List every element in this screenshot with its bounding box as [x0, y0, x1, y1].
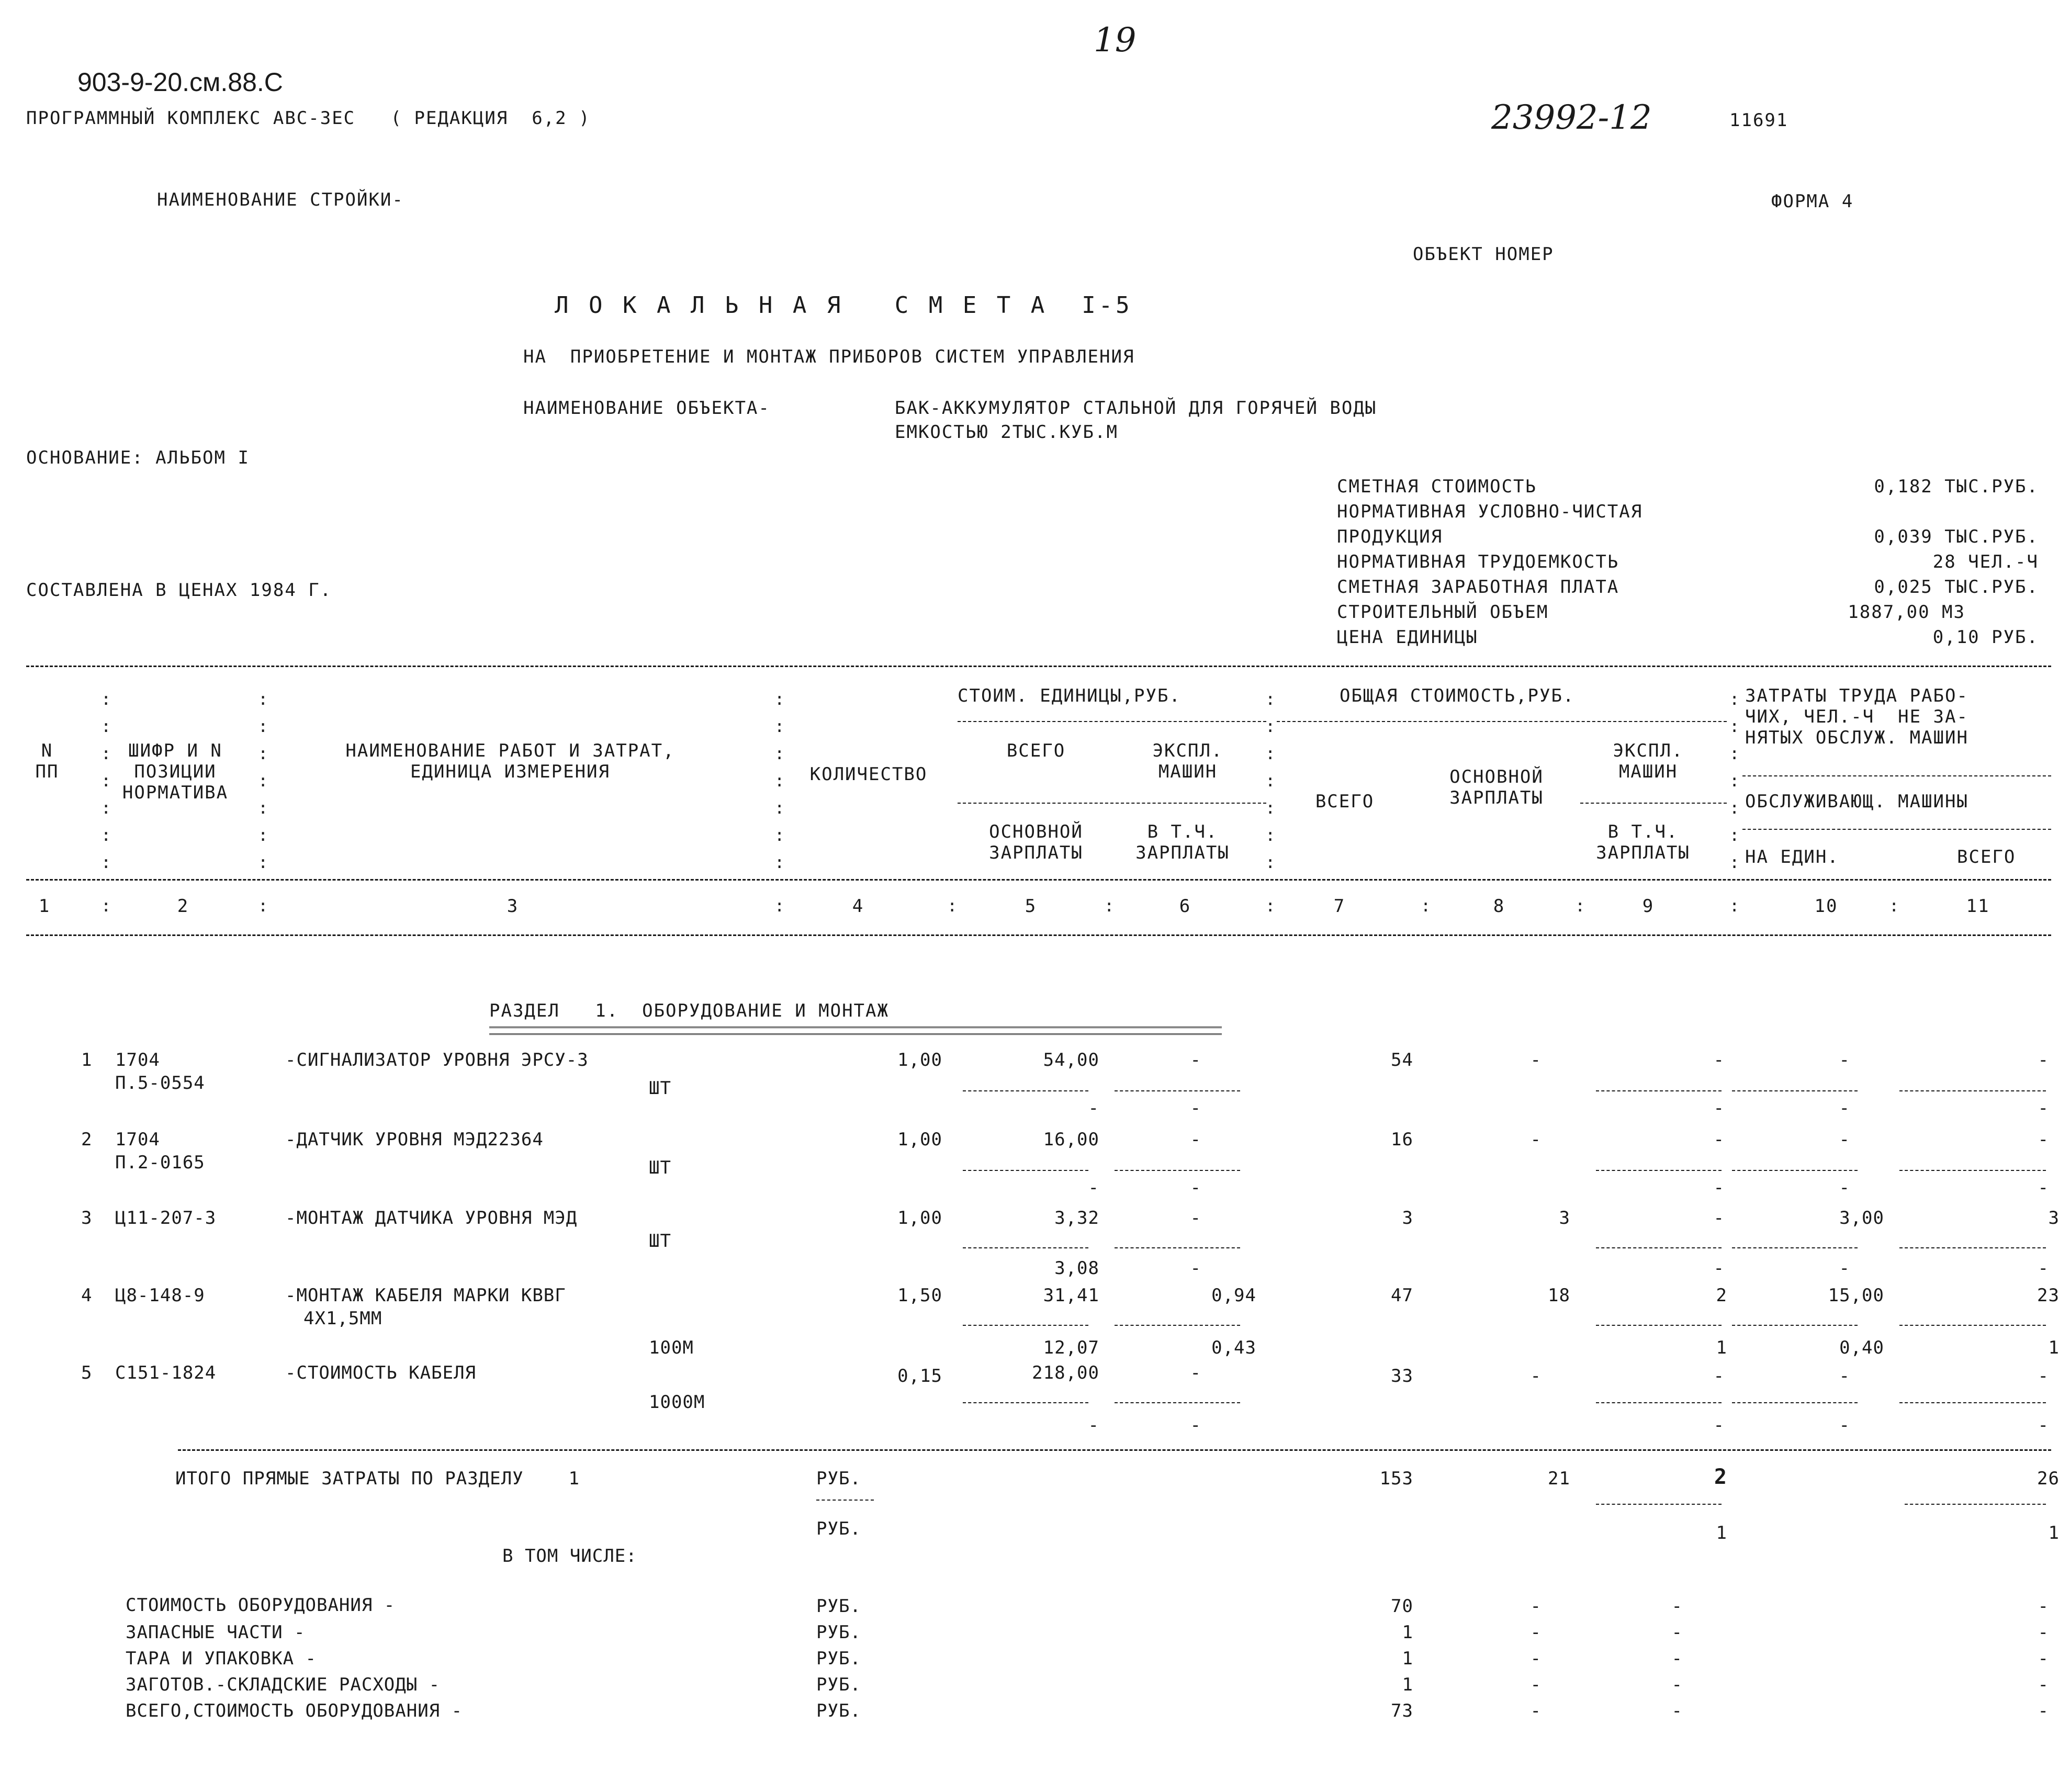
header-vsego: ВСЕГО	[1006, 740, 1066, 761]
breakdown-c8: -	[1530, 1700, 1542, 1721]
itogo-c7: 153	[1379, 1468, 1413, 1489]
row-c9b: -	[1713, 1098, 1725, 1119]
row-c9-rule	[1596, 1247, 1722, 1248]
row-qty: 1,00	[897, 1208, 942, 1229]
summary-value: 0,182 ТЫС.РУБ.	[1874, 476, 2039, 497]
header-rule	[958, 803, 1266, 804]
row-c6-rule	[1115, 1170, 1240, 1171]
header-rule	[1277, 721, 1727, 722]
breakdown-c11: -	[2038, 1596, 2049, 1617]
row-code-2: П.5-0554	[115, 1073, 205, 1094]
breakdown-c11: -	[2038, 1648, 2049, 1669]
breakdown-c8: -	[1530, 1648, 1542, 1669]
breakdown-c9: -	[1671, 1674, 1683, 1695]
smeta-title: Л О К А Л Ь Н А Я С М Е Т А I-5	[555, 292, 1133, 319]
row-c6b: -	[1190, 1098, 1201, 1119]
header-osn-zarpl2: ОСНОВНОЙ ЗАРПЛАТЫ	[1449, 767, 1544, 808]
itogo-label: ИТОГО ПРЯМЫЕ ЗАТРАТЫ ПО РАЗДЕЛУ 1	[175, 1468, 580, 1489]
column-number: 7	[1333, 896, 1346, 917]
row-c8: -	[1530, 1050, 1542, 1070]
header-zatraty: ЗАТРАТЫ ТРУДА РАБО- ЧИХ, ЧЕЛ.-Ч НЕ ЗА- НЯТЫХ ОБСЛУЖ. МАШИН	[1745, 685, 1968, 748]
row-c10-rule	[1732, 1402, 1858, 1403]
row-c10: -	[1839, 1050, 1850, 1070]
row-c5-rule	[963, 1090, 1088, 1091]
breakdown-c9: -	[1671, 1648, 1683, 1669]
breakdown-c9: -	[1671, 1700, 1683, 1721]
itogo-unit-2: РУБ.	[816, 1518, 861, 1539]
row-c9b: 1	[1716, 1337, 1727, 1358]
row-c6b: -	[1190, 1258, 1201, 1279]
summary-label: НОРМАТИВНАЯ ТРУДОЕМКОСТЬ	[1337, 551, 1619, 572]
column-separators: :	[101, 896, 111, 916]
summary-label: ЦЕНА ЕДИНИЦЫ	[1337, 627, 1478, 648]
stroika-label: НАИМЕНОВАНИЕ СТРОЙКИ-	[157, 189, 404, 210]
row-code: 1704	[115, 1129, 160, 1150]
column-separators: :	[1729, 896, 1740, 916]
row-c9-rule	[1596, 1090, 1722, 1091]
program-line: ПРОГРАММНЫЙ КОМПЛЕКС АВС-3ЕС ( РЕДАКЦИЯ 6,2 )	[26, 108, 591, 129]
row-number: 1	[81, 1050, 93, 1070]
v-tom-chisle: В ТОМ ЧИСЛЕ:	[502, 1546, 637, 1566]
summary-value: 0,10 РУБ.	[1932, 627, 2039, 648]
object-number-label: ОБЪЕКТ НОМЕР	[1413, 244, 1554, 265]
row-name: -МОНТАЖ КАБЕЛЯ МАРКИ КВВГ	[285, 1285, 566, 1306]
header-vtch2: В Т.Ч. ЗАРПЛАТЫ	[1596, 821, 1690, 863]
row-c9-rule	[1596, 1402, 1722, 1403]
column-numbers-rule	[26, 934, 2051, 936]
header-separator: : : : : : : :	[101, 689, 111, 872]
row-c7: 47	[1391, 1285, 1413, 1306]
itogo-c11: 26	[2037, 1468, 2060, 1489]
row-c10: -	[1839, 1129, 1850, 1150]
table-top-rule	[26, 666, 2051, 667]
row-c7: 3	[1402, 1208, 1413, 1229]
header-separator: : : : : : : :	[774, 689, 785, 872]
row-c9: 2	[1716, 1285, 1727, 1306]
breakdown-c8: -	[1530, 1622, 1542, 1643]
header-vsego2: ВСЕГО	[1315, 791, 1375, 812]
row-number: 3	[81, 1208, 93, 1229]
row-c9: -	[1713, 1050, 1725, 1070]
row-code: 1704	[115, 1050, 160, 1070]
breakdown-unit: РУБ.	[816, 1648, 861, 1669]
column-number: 3	[507, 896, 519, 917]
column-number: 8	[1493, 896, 1505, 917]
column-number: 2	[177, 896, 189, 917]
row-c10-rule	[1732, 1247, 1858, 1248]
object-name-line1: БАК-АККУМУЛЯТОР СТАЛЬНОЙ ДЛЯ ГОРЯЧЕЙ ВОДЫ	[895, 398, 1377, 419]
column-number: 1	[38, 896, 51, 917]
itogo-c9-rule	[1596, 1504, 1722, 1505]
row-name: -СТОИМОСТЬ КАБЕЛЯ	[285, 1362, 476, 1383]
summary-value: 0,025 ТЫС.РУБ.	[1874, 577, 2039, 598]
column-number: 4	[852, 896, 864, 917]
column-separators: :	[947, 896, 958, 916]
row-c11: -	[2038, 1050, 2049, 1070]
row-name: -ДАТЧИК УРОВНЯ МЭД22364	[285, 1129, 544, 1150]
row-code-2: П.2-0165	[115, 1152, 205, 1173]
forma-label: ФОРМА 4	[1771, 191, 1854, 212]
breakdown-label: ВСЕГО,СТОИМОСТЬ ОБОРУДОВАНИЯ -	[126, 1700, 463, 1721]
row-qty: 1,00	[897, 1129, 942, 1150]
breakdown-c11: -	[2038, 1674, 2049, 1695]
row-c6: 0,94	[1211, 1285, 1256, 1306]
itogo-c11-rule	[1905, 1504, 2046, 1505]
header-separator: : : : : : : :	[1265, 689, 1276, 872]
row-c10b: -	[1839, 1098, 1850, 1119]
itogo-c8: 21	[1548, 1468, 1570, 1489]
stamp-number: 11691	[1729, 110, 1788, 131]
doc-code: 903-9-20.см.88.С	[77, 67, 283, 97]
object-name-line2: ЕМКОСТЬЮ 2ТЫС.КУБ.М	[895, 422, 1118, 443]
row-c9-rule	[1596, 1325, 1722, 1326]
row-c5b: -	[1088, 1177, 1099, 1198]
itogo-c9b: 1	[1716, 1523, 1727, 1543]
breakdown-label: ТАРА И УПАКОВКА -	[126, 1648, 317, 1669]
breakdown-c7: 1	[1402, 1648, 1413, 1669]
handwritten-number: 23992-12	[1491, 98, 1652, 137]
breakdown-unit: РУБ.	[816, 1700, 861, 1721]
row-c10: 15,00	[1828, 1285, 1884, 1306]
row-c6: -	[1190, 1050, 1201, 1070]
row-code: Ц11-207-3	[115, 1208, 217, 1229]
row-c11b: -	[2038, 1177, 2049, 1198]
row-c11: -	[2038, 1129, 2049, 1150]
itogo-unit: РУБ.	[816, 1468, 861, 1489]
row-c6b: -	[1190, 1415, 1201, 1436]
row-c6-rule	[1115, 1090, 1240, 1091]
breakdown-c9: -	[1671, 1596, 1683, 1617]
breakdown-label: СТОИМОСТЬ ОБОРУДОВАНИЯ -	[126, 1595, 396, 1616]
row-c11-rule	[1899, 1170, 2046, 1171]
row-unit: 1000М	[649, 1392, 705, 1413]
breakdown-unit: РУБ.	[816, 1622, 861, 1643]
row-c9: -	[1713, 1366, 1725, 1387]
row-code: Ц8-148-9	[115, 1285, 205, 1306]
header-rule	[1742, 775, 2051, 776]
column-number: 11	[1966, 896, 1990, 917]
row-c8: 3	[1559, 1208, 1570, 1229]
summary-label: ПРОДУКЦИЯ	[1337, 526, 1443, 547]
header-ekspl: ЭКСПЛ. МАШИН	[1152, 740, 1223, 782]
row-number: 5	[81, 1362, 93, 1383]
header-nn: N ПП	[35, 740, 59, 782]
row-c10: 3,00	[1839, 1208, 1884, 1229]
breakdown-c7: 70	[1391, 1596, 1413, 1617]
section-title: РАЗДЕЛ 1. ОБОРУДОВАНИЕ И МОНТАЖ	[489, 1000, 889, 1021]
breakdown-c8: -	[1530, 1674, 1542, 1695]
header-shifr: ШИФР И N ПОЗИЦИИ НОРМАТИВА	[122, 740, 229, 803]
row-c9: -	[1713, 1208, 1725, 1229]
row-c11-rule	[1899, 1247, 2046, 1248]
row-code: С151-1824	[115, 1362, 217, 1383]
row-c10-rule	[1732, 1170, 1858, 1171]
header-separator: : : : : : : :	[258, 689, 268, 872]
summary-value: 0,039 ТЫС.РУБ.	[1874, 526, 2039, 547]
row-c7: 33	[1391, 1366, 1413, 1387]
row-qty: 1,00	[897, 1050, 942, 1070]
column-separators: :	[1104, 896, 1115, 916]
row-c5b: 12,07	[1043, 1337, 1099, 1358]
breakdown-unit: РУБ.	[816, 1674, 861, 1695]
column-number: 9	[1642, 896, 1655, 917]
column-number: 5	[1025, 896, 1037, 917]
header-rule	[1742, 829, 2051, 830]
header-rule	[1580, 803, 1727, 804]
itogo-unit-rule	[816, 1500, 874, 1501]
row-c5: 3,32	[1054, 1208, 1099, 1229]
row-c10-rule	[1732, 1325, 1858, 1326]
summary-label: СМЕТНАЯ ЗАРАБОТНАЯ ПЛАТА	[1337, 577, 1619, 598]
breakdown-label: ЗАГОТОВ.-СКЛАДСКИЕ РАСХОДЫ -	[126, 1674, 441, 1695]
row-c5: 16,00	[1043, 1129, 1099, 1150]
header-osn-zarpl: ОСНОВНОЙ ЗАРПЛАТЫ	[989, 821, 1083, 863]
column-separators: :	[1575, 896, 1585, 916]
row-c5: 54,00	[1043, 1050, 1099, 1070]
row-c6b: 0,43	[1211, 1337, 1256, 1358]
row-c11-rule	[1899, 1325, 2046, 1326]
header-vtch-zarpl: В Т.Ч. ЗАРПЛАТЫ	[1135, 821, 1230, 863]
itogo-c11b: 1	[2048, 1523, 2060, 1543]
column-separators: :	[1265, 896, 1276, 916]
breakdown-c11: -	[2038, 1700, 2049, 1721]
breakdown-c7: 73	[1391, 1700, 1413, 1721]
row-c5-rule	[963, 1402, 1088, 1403]
breakdown-unit: РУБ.	[816, 1596, 861, 1617]
row-c10b: 0,40	[1839, 1337, 1884, 1358]
breakdown-c9: -	[1671, 1622, 1683, 1643]
column-number: 10	[1814, 896, 1838, 917]
row-c10b: -	[1839, 1258, 1850, 1279]
row-c8: -	[1530, 1366, 1542, 1387]
row-c11b: 1	[2048, 1337, 2060, 1358]
header-na-ed: НА ЕДИН.	[1745, 847, 1839, 867]
row-c5b: -	[1088, 1415, 1099, 1436]
row-c11: 23	[2037, 1285, 2060, 1306]
header-obsl: ОБСЛУЖИВАЮЩ. МАШИНЫ	[1745, 791, 1968, 812]
summary-label: СМЕТНАЯ СТОИМОСТЬ	[1337, 476, 1537, 497]
row-c5-rule	[963, 1247, 1088, 1248]
row-c9b: -	[1713, 1177, 1725, 1198]
row-c8: -	[1530, 1129, 1542, 1150]
row-c5b: 3,08	[1054, 1258, 1099, 1279]
row-c6: -	[1190, 1362, 1201, 1383]
row-c8: 18	[1548, 1285, 1570, 1306]
smeta-subtitle: НА ПРИОБРЕТЕНИЕ И МОНТАЖ ПРИБОРОВ СИСТЕМ УПРАВЛЕНИЯ	[523, 346, 1135, 367]
sostavlena: СОСТАВЛЕНА В ЦЕНАХ 1984 Г.	[26, 580, 332, 601]
row-number: 2	[81, 1129, 93, 1150]
row-c6-rule	[1115, 1402, 1240, 1403]
row-c10-rule	[1732, 1090, 1858, 1091]
column-separators: :	[258, 896, 268, 916]
breakdown-c11: -	[2038, 1622, 2049, 1643]
row-c6-rule	[1115, 1247, 1240, 1248]
header-kol: КОЛИЧЕСТВО	[809, 764, 928, 785]
row-c11: 3	[2048, 1208, 2060, 1229]
row-c6-rule	[1115, 1325, 1240, 1326]
itogo-c9: 2	[1714, 1465, 1727, 1489]
column-number: 6	[1179, 896, 1191, 917]
breakdown-c8: -	[1530, 1596, 1542, 1617]
header-vsego3: ВСЕГО	[1957, 847, 2016, 867]
row-c5: 218,00	[1032, 1362, 1099, 1383]
header-naim: НАИМЕНОВАНИЕ РАБОТ И ЗАТРАТ, ЕДИНИЦА ИЗМЕРЕНИЯ	[345, 740, 675, 782]
row-c11b: -	[2038, 1258, 2049, 1279]
header-ekspl2: ЭКСПЛ. МАШИН	[1613, 740, 1684, 782]
header-stoim-ed: СТОИМ. ЕДИНИЦЫ,РУБ.	[958, 685, 1181, 706]
row-c9-rule	[1596, 1170, 1722, 1171]
row-unit: ШТ	[649, 1078, 671, 1099]
row-c11b: -	[2038, 1415, 2049, 1436]
row-c11: -	[2038, 1366, 2049, 1387]
header-rule	[958, 721, 1266, 722]
row-name-2: 4Х1,5ММ	[303, 1308, 383, 1329]
rows-bottom-rule	[178, 1449, 2051, 1451]
row-c10: -	[1839, 1366, 1850, 1387]
summary-value: 1887,00 М3	[1848, 602, 1965, 623]
row-c9: -	[1713, 1129, 1725, 1150]
breakdown-c7: 1	[1402, 1622, 1413, 1643]
row-c9b: -	[1713, 1415, 1725, 1436]
object-label: НАИМЕНОВАНИЕ ОБЪЕКТА-	[523, 398, 770, 419]
summary-label: СТРОИТЕЛЬНЫЙ ОБЪЕМ	[1337, 602, 1549, 623]
row-c9b: -	[1713, 1258, 1725, 1279]
header-bottom-rule	[26, 879, 2051, 881]
osnovanie: ОСНОВАНИЕ: АЛЬБОМ I	[26, 447, 250, 468]
header-separator: : : : : : : :	[1729, 689, 1740, 872]
column-separators: :	[1421, 896, 1431, 916]
header-obsh-stoim: ОБЩАЯ СТОИМОСТЬ,РУБ.	[1340, 685, 1575, 706]
summary-value: 28 ЧЕЛ.-Ч	[1932, 551, 2039, 572]
column-separators: :	[774, 896, 785, 916]
row-unit: ШТ	[649, 1157, 671, 1178]
row-c7: 54	[1391, 1050, 1413, 1070]
row-c10b: -	[1839, 1415, 1850, 1436]
row-name: -МОНТАЖ ДАТЧИКА УРОВНЯ МЭД	[285, 1208, 578, 1229]
summary-label: НОРМАТИВНАЯ УСЛОВНО-ЧИСТАЯ	[1337, 501, 1643, 522]
row-c10b: -	[1839, 1177, 1850, 1198]
page-number: 19	[1094, 21, 1137, 60]
row-name: -СИГНАЛИЗАТОР УРОВНЯ ЭРСУ-3	[285, 1050, 589, 1070]
breakdown-c7: 1	[1402, 1674, 1413, 1695]
row-c11-rule	[1899, 1402, 2046, 1403]
row-c5-rule	[963, 1170, 1088, 1171]
column-separators: :	[1889, 896, 1899, 916]
row-c5: 31,41	[1043, 1285, 1099, 1306]
row-unit: ШТ	[649, 1231, 671, 1252]
row-qty: 0,15	[897, 1366, 942, 1387]
row-c6: -	[1190, 1129, 1201, 1150]
row-unit: 100М	[649, 1337, 694, 1358]
breakdown-label: ЗАПАСНЫЕ ЧАСТИ -	[126, 1622, 306, 1643]
row-qty: 1,50	[897, 1285, 942, 1306]
row-c5-rule	[963, 1325, 1088, 1326]
row-c5b: -	[1088, 1098, 1099, 1119]
row-c11b: -	[2038, 1098, 2049, 1119]
row-c7: 16	[1391, 1129, 1413, 1150]
section-underline	[489, 1027, 1222, 1035]
row-number: 4	[81, 1285, 93, 1306]
row-c6: -	[1190, 1208, 1201, 1229]
row-c11-rule	[1899, 1090, 2046, 1091]
row-c6b: -	[1190, 1177, 1201, 1198]
